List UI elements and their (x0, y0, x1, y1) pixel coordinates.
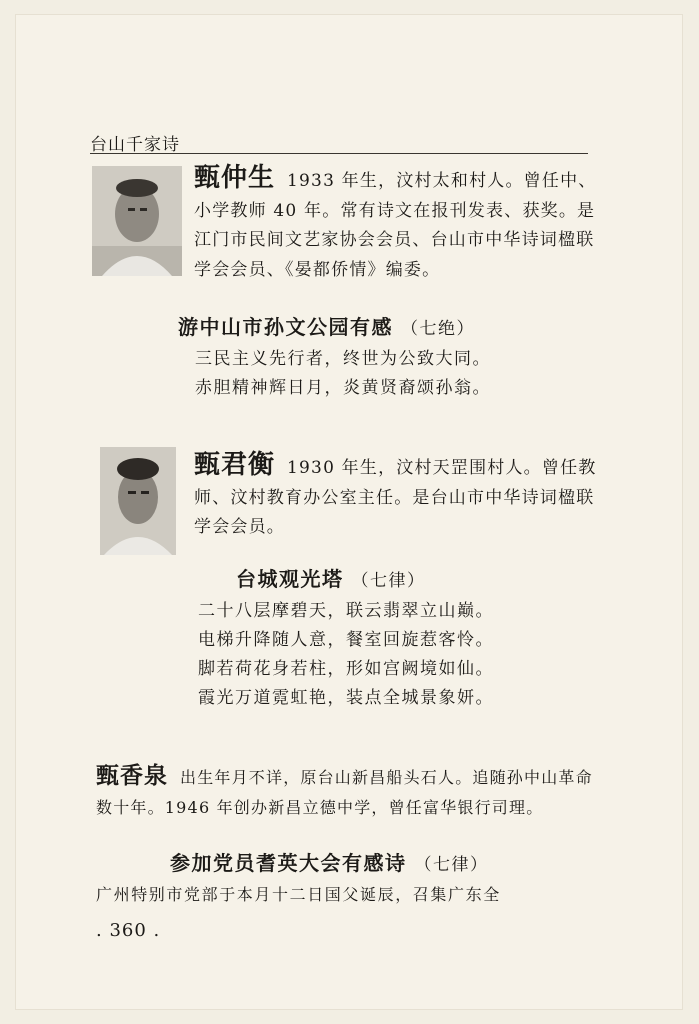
poem-line: 二十八层摩碧天，联云翡翠立山巅。 (198, 601, 494, 621)
poem-title-3 (170, 847, 489, 876)
poem-title-text-3: 参加党员耆英大会有感诗 (170, 851, 407, 875)
portrait-photo-1 (92, 166, 182, 276)
portrait-1-image (92, 166, 182, 276)
running-header: 台山千家诗 (90, 135, 180, 155)
bio-text-3: 出生年月不详，原台山新昌船头石人。追随孙中山革命数十年。1946 年创办新昌立德中学，曾任富华银行司理。 (96, 768, 593, 817)
biography-1 (194, 164, 600, 285)
page-number: . 360 . (96, 920, 161, 941)
portrait-2-image (100, 447, 176, 555)
poem-line: 霞光万道霓虹艳，装点全城景象妍。 (198, 688, 494, 708)
poem-title-2 (236, 563, 426, 592)
poem-form-3: （七律） (414, 855, 489, 875)
poem-body-1 (195, 345, 491, 403)
person-name-3: 甄香泉 (96, 762, 168, 789)
bio-text-1: 1933 年生，汶村太和村人。曾任中、小学教师 40 年。常有诗文在报刊发表、获奖。是江门市民间文艺家协会会员、台山市中华诗词楹联学会会员、《晏都侨情》编委。 (194, 171, 597, 280)
poem-line: 三民主义先行者，终世为公致大同。 (195, 349, 491, 369)
poem-title-text-1: 游中山市孙文公园有感 (178, 315, 393, 339)
poem-title-text-2: 台城观光塔 (236, 567, 344, 591)
bio-text-2: 1930 年生，汶村天罡围村人。曾任教师、汶村教育办公室主任。是台山市中华诗词楹联学会会员。 (194, 458, 597, 537)
person-name-2: 甄君衡 (194, 450, 276, 480)
portrait-photo-2 (100, 447, 176, 555)
poem-body-2 (198, 597, 494, 713)
biography-2 (194, 451, 600, 543)
poem-line: 赤胆精神辉日月，炎黄贤裔颂孙翁。 (195, 378, 491, 398)
poem-line: 脚若荷花身若柱，形如宫阙境如仙。 (198, 659, 494, 679)
poem-form-1: （七绝） (401, 319, 475, 339)
poem-form-2: （七律） (351, 571, 426, 591)
biography-3 (96, 761, 602, 823)
person-name-1: 甄仲生 (194, 163, 276, 193)
poem-title-1 (178, 311, 475, 340)
poem-preface-3: 广州特别市党部于本月十二日国父诞辰，召集广东全 (96, 885, 501, 904)
poem-line: 电梯升降随人意，餐室回旋惹客怜。 (198, 630, 494, 650)
header-rule (90, 153, 588, 154)
